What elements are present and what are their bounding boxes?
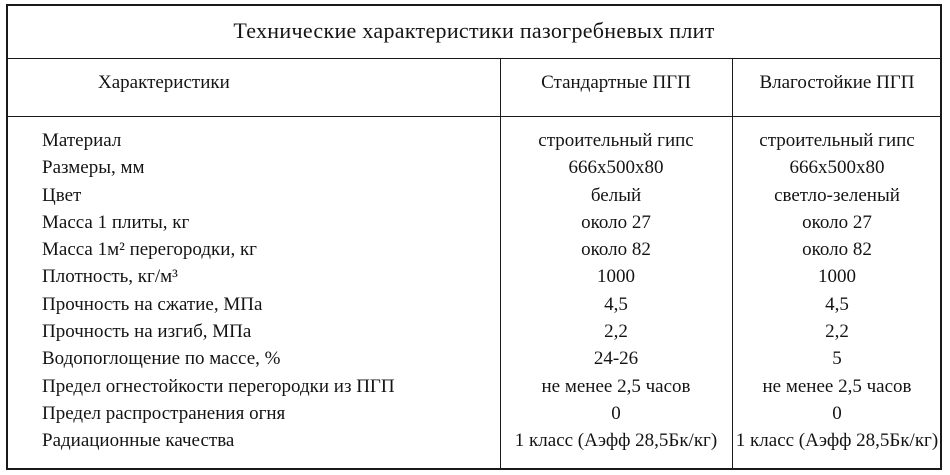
moisture-value: строительный гипс xyxy=(759,130,915,151)
row-label: Плотность, кг/м³ xyxy=(42,266,178,288)
standard-value: 666х500х80 xyxy=(568,157,664,179)
standard-value: 0 xyxy=(611,402,621,424)
standard-value: 4,5 xyxy=(604,293,628,315)
standard-value: 1000 xyxy=(597,266,635,288)
row-label: Масса 1м² перегородки, кг xyxy=(42,239,257,261)
standard-value: не менее 2,5 часов xyxy=(541,375,691,397)
standard-value: около 27 xyxy=(581,211,651,233)
header-standard: Стандартные ПГП xyxy=(541,72,691,93)
moisture-value: светло-зеленый xyxy=(774,184,900,206)
moisture-value: 666х500х80 xyxy=(789,157,885,179)
row-label: Масса 1 плиты, кг xyxy=(42,211,190,233)
moisture-value: около 27 xyxy=(802,211,872,233)
spec-table xyxy=(6,4,942,470)
standard-value: белый xyxy=(590,184,642,206)
row-label: Материал xyxy=(42,130,122,151)
header-divider xyxy=(8,116,940,117)
standard-column xyxy=(500,127,732,455)
table-title: Технические характеристики пазогребневых плит xyxy=(233,18,715,43)
title-divider xyxy=(8,58,940,59)
row-label: Цвет xyxy=(42,184,82,206)
row-label: Предел огнестойкости перегородки из ПГП xyxy=(42,375,395,397)
row-label: Прочность на изгиб, МПа xyxy=(42,321,252,343)
label-column xyxy=(42,127,395,455)
moisture-value: около 82 xyxy=(802,239,872,261)
row-label: Радиационные качества xyxy=(42,430,235,452)
standard-value: строительный гипс xyxy=(538,130,694,151)
row-label: Прочность на сжатие, МПа xyxy=(42,293,263,315)
standard-value: 2,2 xyxy=(604,321,628,343)
header-characteristics: Характеристики xyxy=(98,72,230,93)
moisture-value: 4,5 xyxy=(825,293,849,315)
standard-value: 1 класс (Аэфф 28,5Бк/кг) xyxy=(514,430,718,452)
moisture-value: 2,2 xyxy=(825,321,849,343)
header-moisture-resistant: Влагостойкие ПГП xyxy=(759,72,915,93)
moisture-resistant-column xyxy=(732,127,942,455)
moisture-value: 1000 xyxy=(818,266,856,288)
standard-value: 24-26 xyxy=(593,348,639,370)
row-label: Водопоглощение по массе, % xyxy=(42,348,281,370)
moisture-value: 0 xyxy=(832,402,842,424)
moisture-value: не менее 2,5 часов xyxy=(762,375,912,397)
moisture-value: 1 класс (Аэфф 28,5Бк/кг) xyxy=(735,430,939,452)
row-label: Предел распространения огня xyxy=(42,402,286,424)
moisture-value: 5 xyxy=(832,348,842,370)
row-label: Размеры, мм xyxy=(42,157,145,179)
standard-value: около 82 xyxy=(581,239,651,261)
